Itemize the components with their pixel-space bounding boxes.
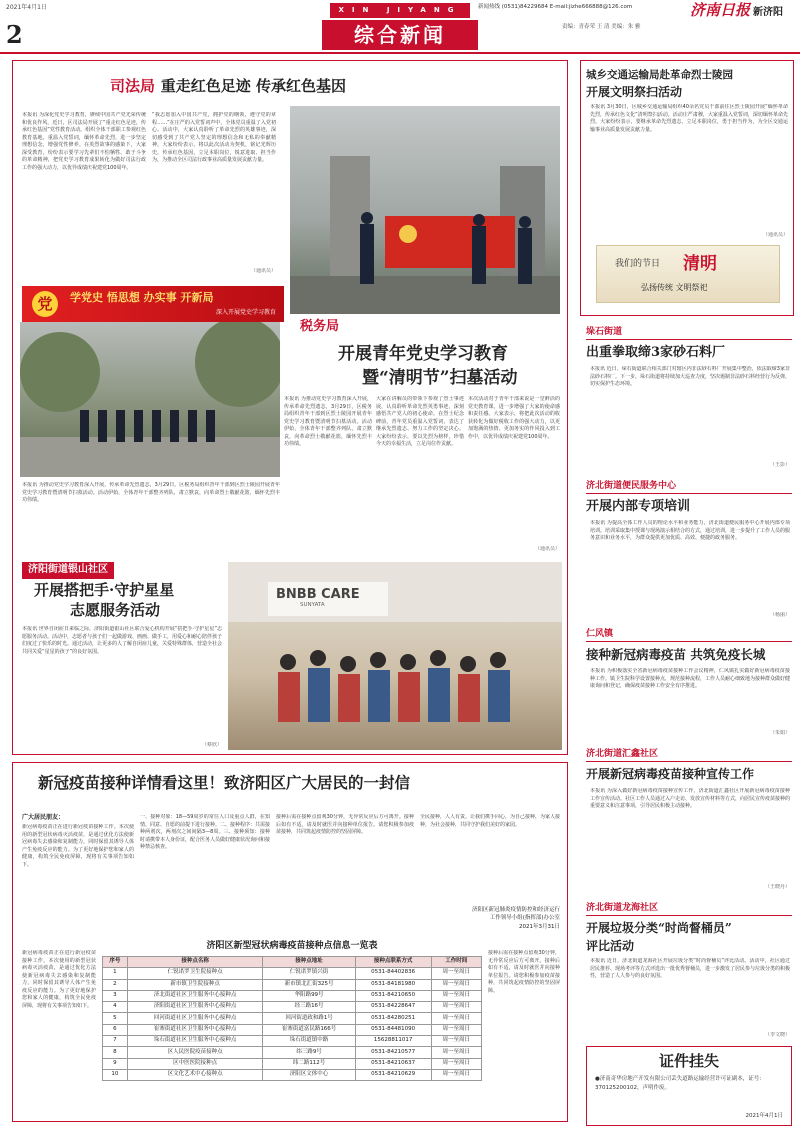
table-cell: 周一至周日 [431,1058,481,1069]
table-cell: 0531-84181980 [355,979,431,990]
r3-kicker: 济北街道便民服务中心 [586,480,792,494]
table-cell: 济北街道社区卫生服务中心接种点 [127,990,263,1001]
lead-title: 重走红色足迹 传承红色基因 [160,77,346,95]
table-cell: 经三路16号 [263,1002,355,1013]
r5-byline: （王晓丹） [764,884,790,890]
table-cell: 仁锐诺罗卫生院接种点 [127,968,263,979]
tax-kicker: 税务局 [300,319,340,334]
page-number: 2 [6,20,23,49]
letter-col-3: 接种后需在接种点留观30分钟，无异常反应后方可离开。接种后如有不适，请及时就医并向接种单位报告。请您积极参加疫苗接种，共同筑起疫情防控的坚固屏障。 [276,814,414,835]
letter-col-4: 全民接种，人人有责。让我们携手同心，为自己接种，为家人接种，为社会接种，共同守护我们美好的家园。 [420,814,560,828]
vaccine-table-body [103,968,482,1081]
table-cell: 0531-84210650 [355,990,431,1001]
letter-col-1b: 新冠病毒疫苗正在进行新冠疫苗接种工作。本次使用的新型冠状病毒灭活疫苗，是通过优化方法使新冠病毒失去感染和复制能力，同时保留其诱导人体产生免疫反应的能力。为了更好地保护您和家人的健康，构筑全民免疫屏障，现将有关事项告知如下。 [22,950,96,1009]
r2-head: 出重拳取缔3家砂石料厂 [586,345,726,360]
table-cell: 济阳街道社区卫生服务中心接种点 [127,1002,263,1013]
table-cell: 7 [103,1036,128,1047]
letter-col-2: 一、接种对象：18—59周岁的常住人口及重点人群，在知情、同意、自愿的前提下进行接种。二、接种程序：共需接种两剂次，两剂次之间间隔3—8周。三、接种须知：接种时请携带本人身份证，配合医务人员做好健康状况询问和接种禁忌核查。 [140,814,270,850]
yinshan-col: 本报讯 世界自闭症日来临之际，济阳街道银山社区联合爱心机构开展“搭把手·守护星星”志愿服务活动。活动中，志愿者与孩子们一起做游戏、画画、做手工，用爱心和耐心陪伴孩子们度过了快乐的时光。通过活动，让更多的人了解自闭症儿童，关爱特殊群体，营造全社会共同关爱“星星的孩子”的良好氛围。 [22,626,222,655]
table-cell: 周一至周日 [431,979,481,990]
table-cell: 0531-84280251 [355,1013,431,1024]
r3-byline: （杨丽） [769,612,790,618]
yinshan-kicker: 济阳街道银山社区 [22,562,114,579]
table-row [103,1069,482,1080]
letter-sign-3: 2021年3月31日 [519,923,560,930]
masthead [690,0,783,22]
table-cell: 9 [103,1058,128,1069]
letter-title: 新冠疫苗接种详情看这里！致济阳区广大居民的一封信 [38,773,411,792]
table-cell: 回河街道社区卫生服务中心接种点 [127,1013,263,1024]
r6-head-1: 开展垃圾分类“时尚督桶员” [586,921,732,935]
table-cell: 周一至周日 [431,1047,481,1058]
r3-head: 开展内部专项培训 [586,499,691,514]
yinshan-sign: BNBB CARE [276,587,360,602]
table-cell: 纬三路9号 [263,1047,355,1058]
table-cell: 周一至周日 [431,1013,481,1024]
letter-col-1: 新冠病毒疫苗正在进行新冠疫苗接种工作。本次使用的新型冠状病毒灭活疫苗，是通过优化方法使新冠病毒失去感染和复制能力，同时保留其诱导人体产生免疫反应的能力。为了更好地保护您和家人的健康，构筑全民免疫屏障，现将有关事项告知如下。 [22,824,134,868]
notice-body: ●济南奇华房地产开发有限公司丢失道路运输经营许可证副本，证号：370125200102，声明作废。 [595,1076,765,1091]
tax-byline: （通讯员） [534,546,560,552]
col-header: 接种点联系方式 [355,957,431,968]
notice-title: 证件挂失 [658,1052,719,1070]
r6-body: 本报讯 近日，济北街道龙海社区开展垃圾分类“时尚督桶员”评比活动。活动中，社区通过居民推荐、现场考评等方式评选出一批优秀督桶员，进一步激发了居民参与垃圾分类的积极性，营造了人人参与的良好氛围。 [590,958,790,979]
table-cell: 0531-84210637 [355,1058,431,1069]
col-header: 接种点名称 [127,957,263,968]
table-row [103,1058,482,1069]
table-cell: 新市镇北汇街325号 [263,979,355,990]
r6-head-2: 评比活动 [586,939,635,953]
table-row [103,1002,482,1013]
editors-line: 责编：青春荣 王 清 美编：朱 雅 [562,24,641,30]
table-cell: 3 [103,990,128,1001]
table-cell: 5 [103,1013,128,1024]
r2-byline: （王彭） [769,462,790,468]
table-cell: 区人民医院疫苗接种点 [127,1047,263,1058]
lead-col-2: “我志愿加入中国共产党，拥护党的纲领，遵守党的章程……”在庄严的入党誓词声中，全体党员重温了入党初心。活动中，大家认真聆听了革命先烈的英雄事迹，深切感受到了共产党人坚定的理想信念和无私的奉献精神。大家纷纷表示，将以此次活动为契机，铭记光辉历史，传承红色基因，立足本职岗位，锐意进取、担当作为，为推动全区司法行政事业高质量发展贡献力量。 [152,112,276,163]
table-cell: 6 [103,1024,128,1035]
table-cell: 0531-84402836 [355,968,431,979]
lead-headline [110,76,346,98]
table-cell: 崔寨街道社区卫生服务中心接种点 [127,1024,263,1035]
lead-photo [290,106,560,314]
tax-col-1: 本报讯 为推动党史学习教育深入开展，传承革命先烈遗志，3月29日，区税务局组织青年干部到区烈士陵园开展青年党史学习教育暨清明节扫墓活动。活动伊始，全体青年干部整齐列队，肃立默哀，向革命烈士敬献花篮，缅怀先烈丰功伟绩。 [284,396,372,447]
tax-photo-art [20,322,280,477]
lead-kicker: 司法局 [110,77,156,95]
yinshan-photo [228,562,562,750]
lost-certificate-notice [586,1046,792,1126]
vaccine-table-title: 济阳区新型冠状病毒疫苗接种点信息一览表 [206,941,378,951]
issue-date: 2021年4月1日 [6,4,47,11]
r5-body: 本报讯 为深入做好新冠病毒疫苗接种宣传工作，济北街道汇鑫社区开展新冠病毒疫苗接种工作宣传活动。社区工作人员通过入户走访、发放宣传材料等方式，向居民宣传疫苗接种的重要意义和注意事项，引导居民积极主动接种。 [590,788,790,809]
r4-kicker: 仁风镇 [586,628,792,642]
banner-slogan: 学党史 悟思想 办实事 开新局 [70,291,214,304]
letter-col-4b: 接种后需在接种点留观30分钟，无异常反应后方可离开。接种后如有不适，请及时就医并向接种单位报告。请您积极参加疫苗接种，共同筑起疫情防控的坚固屏障。 [488,950,560,994]
r1-body: 本报讯 3月30日，区城乡交通运输局组织40余名党员干部前往区烈士陵园开展“缅怀革命先烈，传承红色文化”清明祭扫活动。活动庄严肃穆，大家重温入党誓词，深切缅怀革命先烈。大家纷纷表示，要继承革命先烈遗志，立足本职岗位，勇于担当作为，为全区交通运输事业高质量发展贡献力量。 [590,104,788,133]
table-row [103,1024,482,1035]
r1-head-1: 城乡交通运输局赴革命烈士陵园 [586,69,733,81]
page-header [0,0,800,55]
table-cell: 10 [103,1069,128,1080]
tax-photo [20,322,280,477]
tax-title-1: 开展青年党史学习教育 [338,344,508,364]
news-hotline: 新闻热线 (0531)84229684 E-mail:jizhe666888@126.com [478,4,633,10]
table-cell: 周一至周日 [431,1036,481,1047]
table-cell: 周一至周日 [431,990,481,1001]
r6-kicker: 济北街道龙海社区 [586,902,792,916]
table-cell: 0531-84481090 [355,1024,431,1035]
tax-col-2: 大家在讲解员的带领下参观了烈士事迹展，认真聆听革命先烈英勇事迹，深刻感悟共产党人的初心使命。在烈士纪念碑前，青年党员重温入党誓词，表达了继承先烈遗志、努力工作的坚定决心。大家纷纷表示，要以先烈为榜样，珍惜今天的幸福生活，立足岗位作贡献。 [376,396,464,447]
tax-title-2: 暨“清明节”扫墓活动 [362,368,518,388]
r6-byline: （李文晓） [764,1032,790,1038]
masthead-title: 济南日报 [690,1,751,19]
table-cell: 新市镇卫生院接种点 [127,979,263,990]
yinshan-title-1: 开展搭把手·守护星星 [34,581,175,599]
table-cell: 8 [103,1047,128,1058]
table-cell: 纬二路112号 [263,1058,355,1069]
party-history-banner [22,286,284,322]
table-row [103,1013,482,1024]
section-title: 综合新闻 [322,20,478,50]
lead-byline: （通讯员） [250,268,276,274]
table-cell: 济阳区文体中心 [263,1069,355,1080]
letter-sign-1: 济阳区新冠肺炎疫情防控和经济运行 [471,907,560,913]
r2-kicker: 垛石街道 [586,326,792,340]
table-cell: 华阳路99号 [263,990,355,1001]
r4-body: 本报讯 为积极落实全省新冠病毒疫苗接种工作会议精神，仁风镇扎实做好新冠病毒疫苗接种工作。镇卫生院科学设置接种点，规范接种流程，工作人员耐心细致地为接种群众做好健康询问和登记，确保疫苗接种工作安全有序推进。 [590,668,790,689]
table-cell: 周一至周日 [431,968,481,979]
banner-subtitle: 深入开展党史学习教育 [215,309,276,317]
table-cell: 回河街道政和路1号 [263,1013,355,1024]
table-cell: 0531-84210629 [355,1069,431,1080]
letter-sign-2: 工作领导小组(指挥部)办公室 [489,915,560,922]
masthead-sub: 新济阳 [753,7,784,18]
tax-col-3: 本次活动对于青年干部来说是一堂鲜活的党史教育课，进一步增强了大家的使命感和责任感。大家表示，将把此次活动的收获转化为做好税收工作的强大动力，以更加饱满的热情、更加务实的作风投入到工作中，以优异成绩庆祝建党100周年。 [468,396,560,440]
header-rule [0,52,800,54]
r5-head: 开展新冠病毒疫苗接种宣传工作 [586,767,755,781]
qing-text-2: 清明 [683,254,717,274]
qingming-graphic [596,245,780,303]
table-cell: 崔寨街道富民路166号 [263,1024,355,1035]
col-header: 序号 [103,957,128,968]
table-cell: 0531-84210577 [355,1047,431,1058]
table-cell: 周一至周日 [431,1002,481,1013]
table-cell: 2 [103,979,128,990]
table-cell: 0531-84228647 [355,1002,431,1013]
r4-byline: （朱娟） [769,730,790,736]
yinshan-byline: （蔡欣） [201,742,222,748]
table-row [103,990,482,1001]
vaccine-table [102,956,482,1081]
col-header: 工作时间 [431,957,481,968]
qing-text-1: 我们的节日 [615,259,661,269]
col-header: 接种点地址 [263,957,355,968]
table-cell: 区文化艺术中心接种点 [127,1069,263,1080]
qing-text-3: 弘扬传统 文明祭祀 [641,283,708,292]
tax-col-extra: 本报讯 为推动党史学习教育深入开展，传承革命先烈遗志，3月29日，区税务局组织青年干部到区烈士陵园开展青年党史学习教育暨清明节扫墓活动。活动伊始，全体青年干部整齐列队，肃立默哀，向革命烈士敬献花篮，缅怀先烈丰功伟绩。 [22,482,280,503]
lead-photo-art [290,106,560,314]
table-cell: 垛石街道社区卫生服务中心接种点 [127,1036,263,1047]
table-cell: 仁锐诺罗镇兴街 [263,968,355,979]
table-cell: 15628811017 [355,1036,431,1047]
r1-byline: （通讯员） [762,232,788,238]
paper-strip: XIN JIYANG [330,3,470,18]
r2-body: 本报讯 近日，垛石街道联合相关部门对辖区内非法砂石料厂开展集中整治，依法取缔3家非法砂石料厂。下一步，垛石街道将持续加大巡查力度，坚决遏制非法砂石料经营行为反弹，切实保护生态环境。 [590,366,790,387]
table-header-row [103,957,482,968]
r4-head: 接种新冠病毒疫苗 共筑免疫长城 [586,647,766,662]
table-cell: 垛石街道镇中路 [263,1036,355,1047]
table-cell: 1 [103,968,128,979]
table-row [103,968,482,979]
notice-date: 2021年4月1日 [745,1113,783,1120]
r3-body: 本报讯 为提高全体工作人员的理论水平和业务能力，济北街道便民服务中心开展内部专项培训。培训采取集中授课与现场演示相结合的方式，通过培训，进一步提升了工作人员的服务意识和业务水平，为群众提供更加优质、高效、便捷的政务服务。 [590,520,790,541]
r1-head-2: 开展文明祭扫活动 [586,85,683,99]
letter-signature [430,906,560,931]
letter-salutation: 广大居民朋友： [22,814,65,821]
table-row [103,1036,482,1047]
table-cell: 4 [103,1002,128,1013]
r5-kicker: 济北街道汇鑫社区 [586,748,792,762]
yinshan-title-2: 志愿服务活动 [70,601,161,619]
table-row [103,1047,482,1058]
table-cell: 周一至周日 [431,1069,481,1080]
lead-col-1: 本报讯 为深化党史学习教育，赓续中国共产党光荣传统和优良作风，近日，区司法局开展了“重走红色足迹，传承红色基因”党性教育活动。组织全体干部职工参观红色教育基地，重温入党誓词，缅怀革命先烈，进一步坚定理想信念，增强党性修养。在英烈故事的感染下，大家深受教育，纷纷表示要学习先辈们不怕牺牲、敢于斗争的革命精神，把党史学习教育成果转化为做好司法行政工作的强大动力，以优异成绩庆祝建党100周年。 [22,112,146,171]
yinshan-sign-sub: SUNYATA [300,602,325,608]
party-emblem-icon: 党 [32,291,58,317]
table-cell: 周一至周日 [431,1024,481,1035]
table-cell: 区中医医院接种点 [127,1058,263,1069]
table-row [103,979,482,990]
